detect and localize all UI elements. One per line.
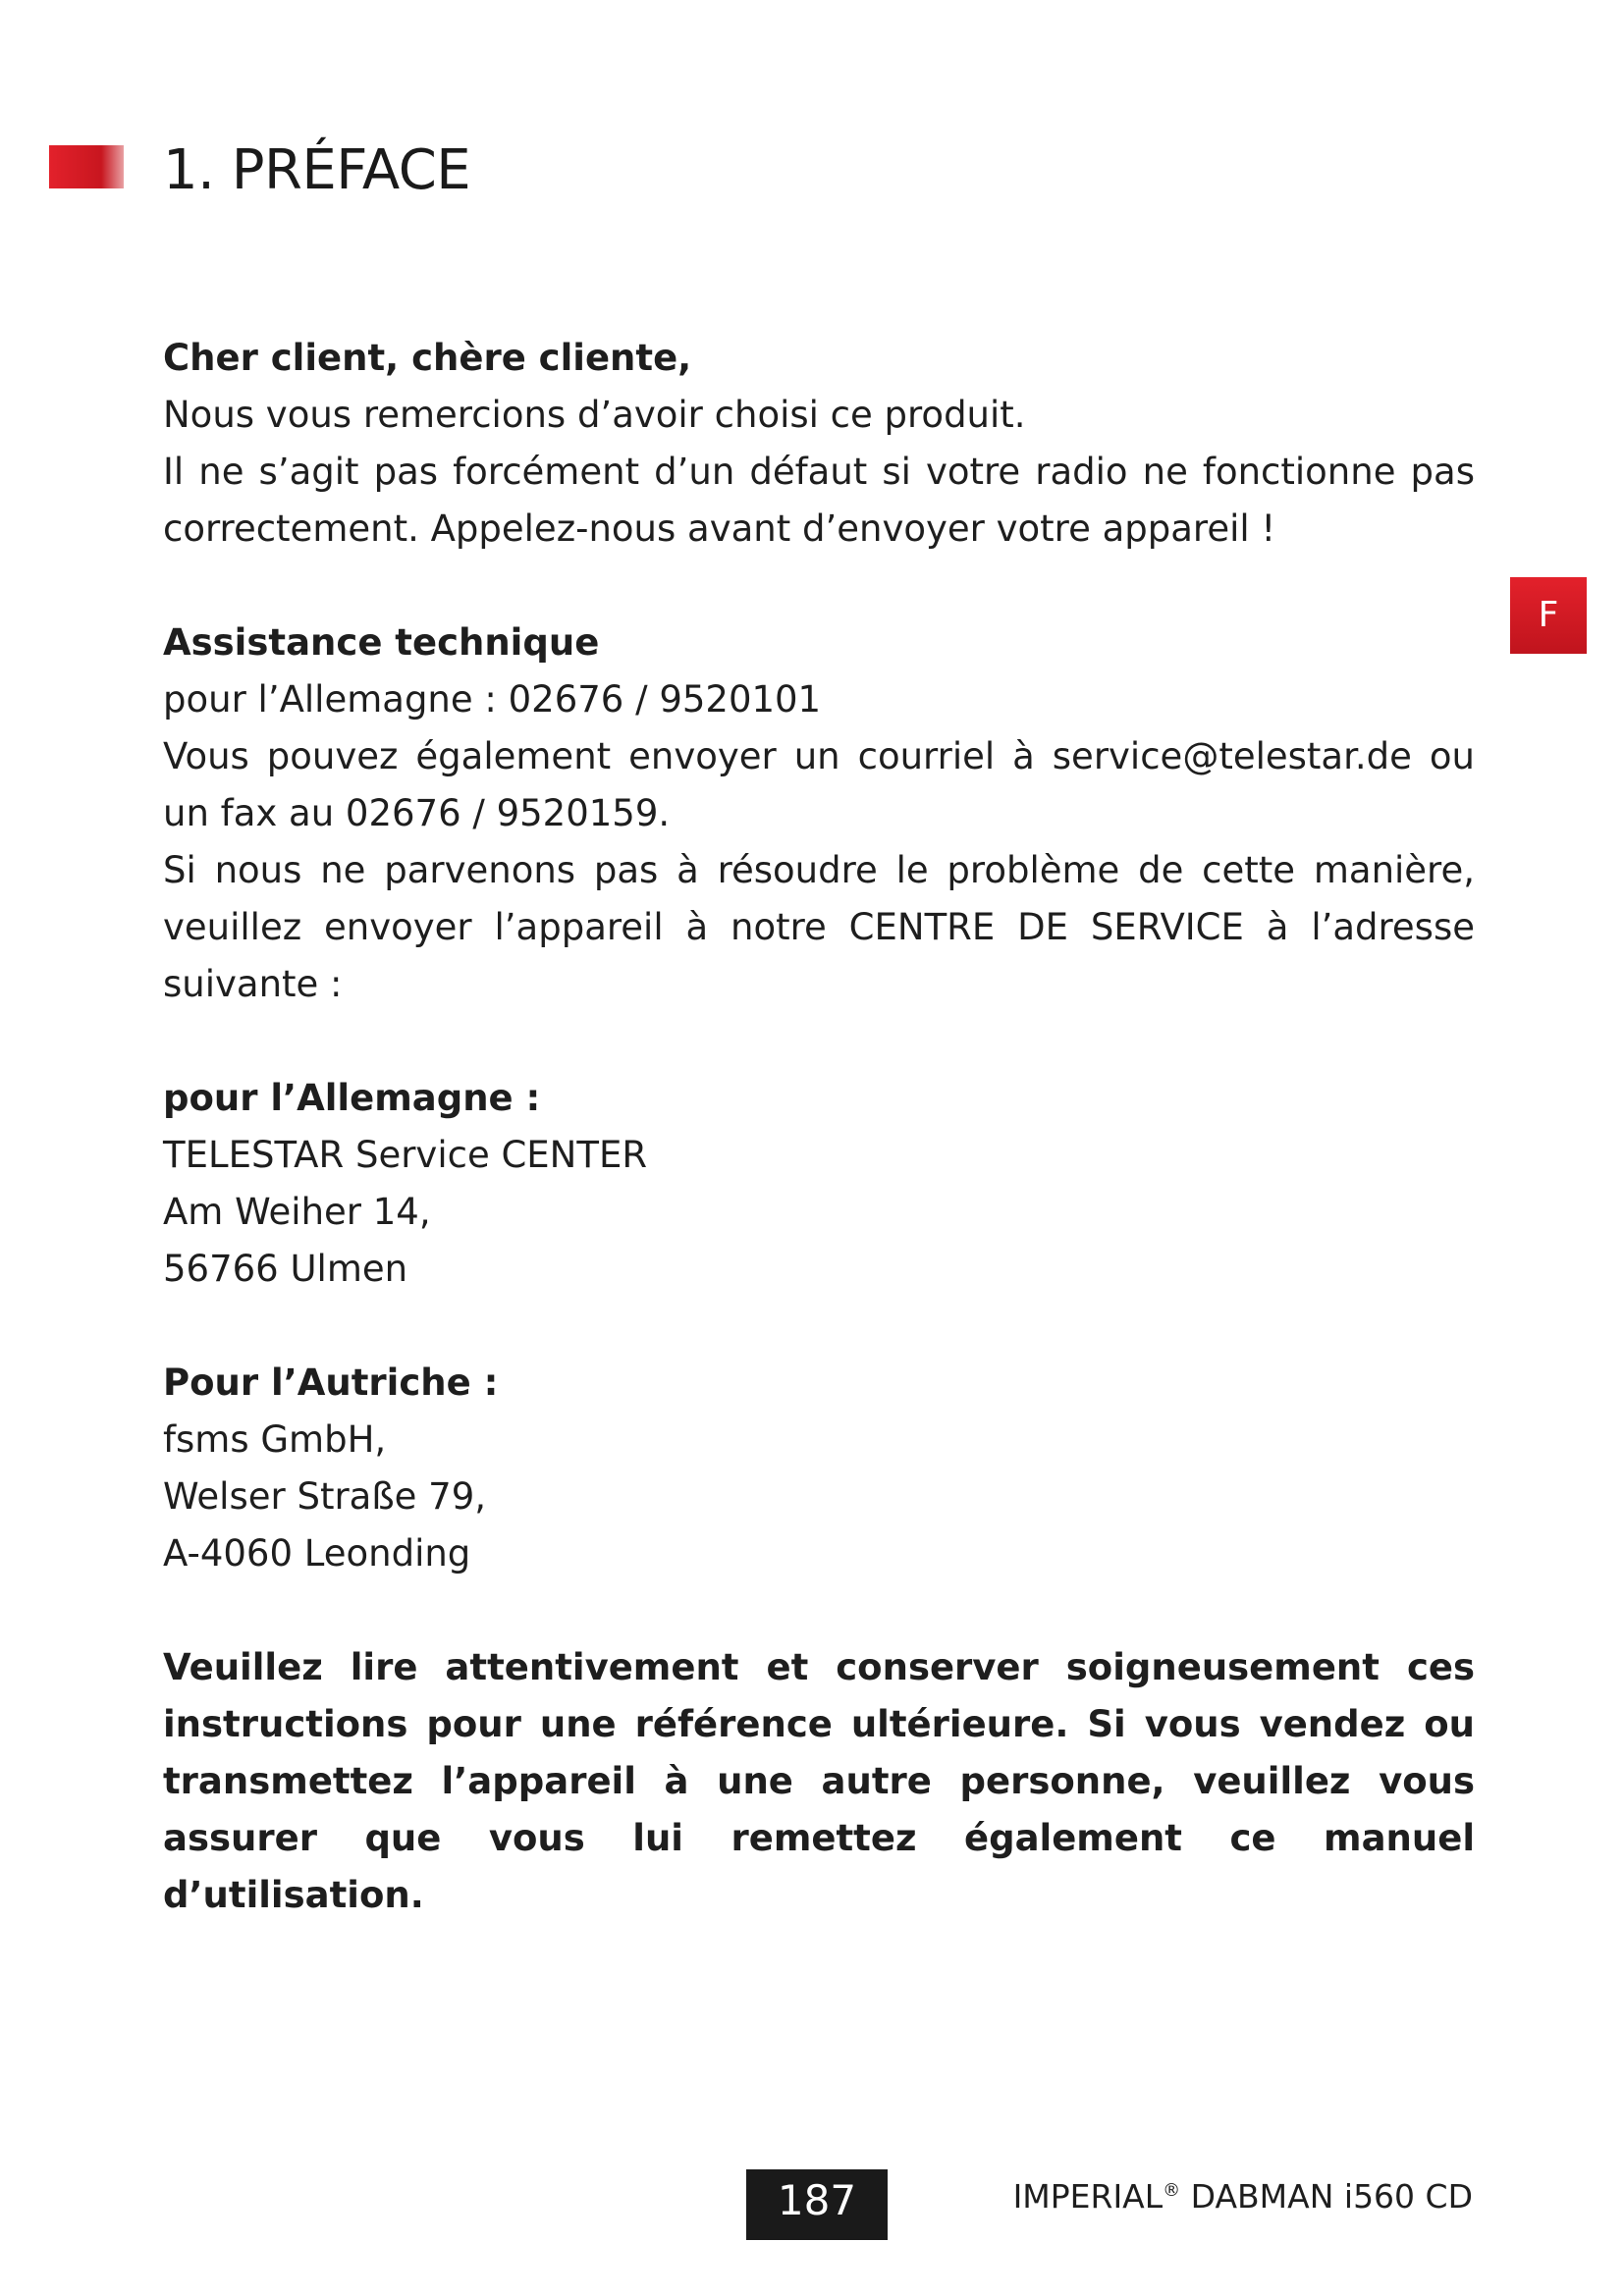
thanks-paragraph: Nous vous remercions d’avoir choisi ce produit. bbox=[163, 394, 1026, 436]
page-title: 1. PRÉFACE bbox=[163, 138, 471, 202]
footer-product-name bbox=[1013, 2173, 1473, 2220]
support-return: Si nous ne parvenons pas à résoudre le problème de cette manière, veuillez envoyer l’appareil à notre CENTRE DE SERVICE à l’adresse suivante : bbox=[163, 849, 1475, 1005]
austria-address-line: fsms GmbH, bbox=[163, 1418, 387, 1461]
section-marker bbox=[49, 145, 124, 188]
austria-address-line: A-4060 Leonding bbox=[163, 1532, 471, 1575]
registered-mark: ® bbox=[1163, 2180, 1181, 2201]
greeting: Cher client, chère cliente, bbox=[163, 337, 692, 379]
preface-body bbox=[163, 330, 1475, 1924]
brand-name: IMPERIAL bbox=[1012, 2177, 1164, 2216]
support-contact: Vous pouvez également envoyer un courriel à service@telestar.de ou un fax au 02676 / 9520159. bbox=[163, 735, 1475, 834]
austria-heading: Pour l’Autriche : bbox=[163, 1362, 499, 1404]
language-tab[interactable] bbox=[1510, 577, 1587, 654]
model-name: DABMAN i560 CD bbox=[1180, 2177, 1473, 2216]
support-phone: pour l’Allemagne : 02676 / 9520101 bbox=[163, 678, 822, 721]
germany-address-line: TELESTAR Service CENTER bbox=[163, 1134, 648, 1176]
language-tab-label: F bbox=[1538, 595, 1559, 635]
germany-heading: pour l’Allemagne : bbox=[163, 1077, 541, 1119]
austria-address-line: Welser Straße 79, bbox=[163, 1475, 487, 1518]
page-number: 187 bbox=[746, 2169, 888, 2240]
support-heading: Assistance technique bbox=[163, 621, 600, 664]
fault-paragraph: Il ne s’agit pas forcément d’un défaut si votre radio ne fonctionne pas correctement. Appelez-nous avant d’envoyer votre appareil ! bbox=[163, 451, 1475, 550]
important-notice: Veuillez lire attentivement et conserver soigneusement ces instructions pour une référence ultérieure. Si vous vendez ou transmettez l’appareil à une autre personne, veuillez vous assurer que vous lui remettez également ce manuel d’utilisation. bbox=[163, 1646, 1475, 1916]
germany-address-line: 56766 Ulmen bbox=[163, 1248, 408, 1290]
germany-address-line: Am Weiher 14, bbox=[163, 1191, 431, 1233]
